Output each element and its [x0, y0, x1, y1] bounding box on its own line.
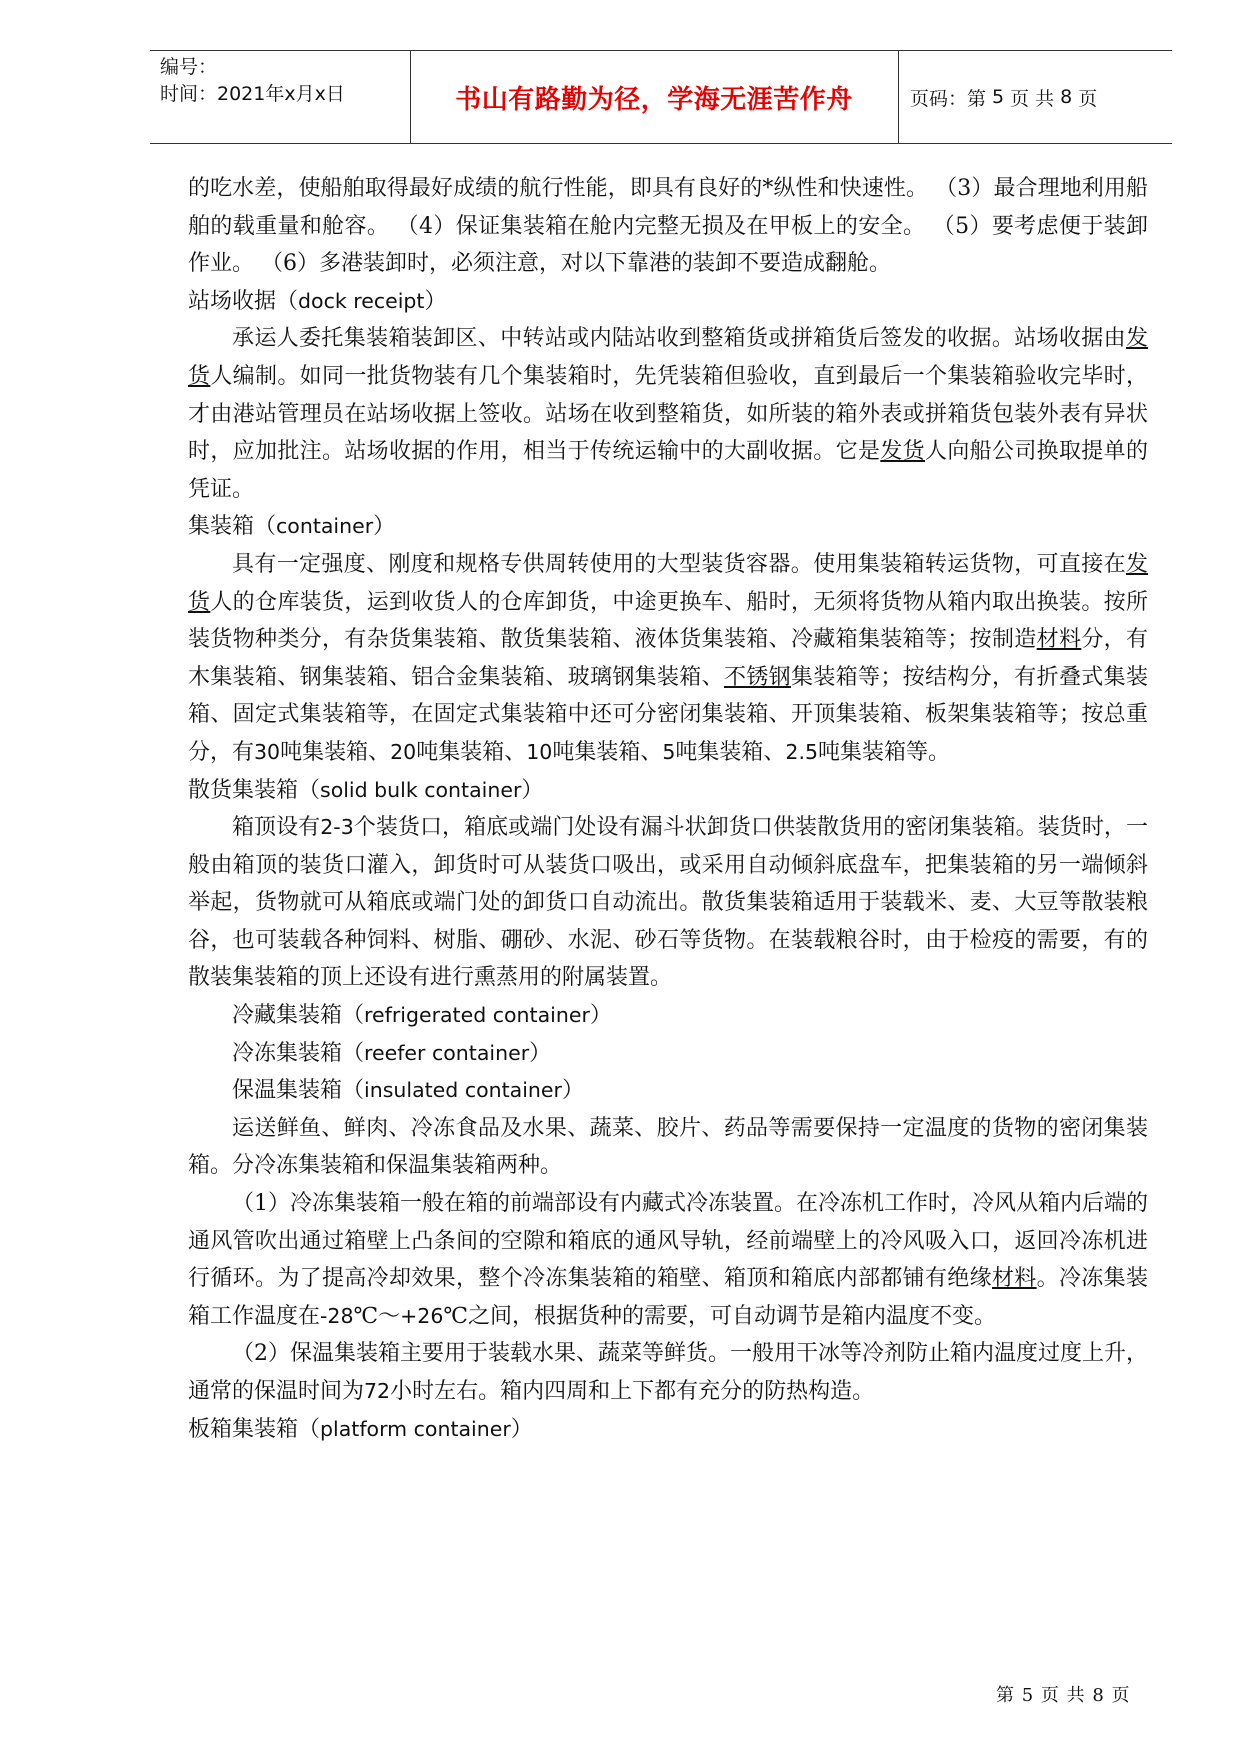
- paragraph-temperature-containers: 运送鲜鱼、鲜肉、冷冻食品及水果、蔬菜、胶片、药品等需要保持一定温度的货物的密闭集装箱。分冷冻集装箱和保温集装箱两种。: [188, 1115, 1148, 1179]
- page-label: 页码：第: [910, 87, 987, 110]
- page-footer: 第 5 页 共 8 页: [996, 1685, 1131, 1706]
- link-cailiao[interactable]: 材料: [1036, 627, 1082, 653]
- page-number: 5: [992, 86, 1005, 108]
- link-cailiao[interactable]: 材料: [991, 1266, 1037, 1292]
- header-meta: [160, 54, 400, 108]
- paragraph-dock-receipt: 承运人委托集装箱装卸区、中转站或内陆站收到整箱货或拼箱货后签发的收据。站场收据由发货人编制。如同一批货物装有几个集装箱时，先凭装箱但验收，直到最后一个集装箱验收完毕时，才由港站管理员在站场收据上签收。站场在收到整箱货，如所装的箱外表或拼箱货包装外表有异状时，应加批注。站场收据的作用，相当于传统运输中的大副收据。它是发货人向船公司换取提单的凭证。: [188, 326, 1148, 502]
- page-end: 页: [1078, 87, 1098, 110]
- link-buxiugang[interactable]: 不锈钢: [723, 664, 791, 690]
- link-fahuo[interactable]: 发货: [188, 551, 1148, 615]
- term-heading-solid-bulk: 散货集装箱（solid bulk container）: [188, 777, 544, 803]
- page-total: 8: [1060, 86, 1073, 108]
- term-heading-dock-receipt: 站场收据（dock receipt）: [188, 288, 447, 314]
- term-heading-platform: 板箱集装箱（platform container）: [188, 1416, 533, 1442]
- link-fahuo[interactable]: 发货: [880, 439, 925, 465]
- time-text: 时间：2021年x月x日: [160, 83, 345, 105]
- serial-label: 编号：: [160, 56, 218, 78]
- link-fahuo[interactable]: 发货: [188, 326, 1148, 389]
- header-motto-cell: [410, 50, 898, 144]
- document-body: [188, 170, 1148, 1448]
- paragraph-insulated-detail: （2）保温集装箱主要用于装载水果、蔬菜等鲜货。一般用干冰等冷剂防止箱内温度过度上升，通常的保温时间为72小时左右。箱内四周和上下都有充分的防热构造。: [188, 1341, 1149, 1404]
- paragraph-solid-bulk: 箱顶设有2-3个装货口，箱底或端门处设有漏斗状卸货口供装散货用的密闭集装箱。装货时，一般由箱顶的装货口灌入，卸货时可从装货口吸出，或采用自动倾斜底盘车，把集装箱的另一端倾斜举起，货物就可从箱底或端门处的卸货口自动流出。散货集装箱适用于装载米、麦、大豆等散装粮谷，也可装载各种饲料、树脂、硼砂、水泥、砂石等货物。在装载粮谷时，由于检疫的需要，有的散装集装箱的顶上还设有进行熏蒸用的附属装置。: [188, 815, 1148, 991]
- term-heading-reefer: 冷冻集装箱（reefer container）: [232, 1040, 552, 1066]
- paragraph-loading-principles: 的吃水差，使船舶取得最好成绩的航行性能，即具有良好的*纵性和快速性。 （3）最合理地利用船舶的载重量和舱容。 （4）保证集装箱在舱内完整无损及在甲板上的安全。 （5）要考虑便于装卸作业。 （6）多港装卸时，必须注意，对以下靠港的装卸不要造成翻舱。: [188, 176, 1148, 277]
- term-heading-container: 集装箱（container）: [188, 514, 396, 540]
- term-heading-insulated: 保温集装箱（insulated container）: [232, 1078, 584, 1104]
- header-page-indicator: [910, 50, 1170, 144]
- paragraph-reefer-detail: （1）冷冻集装箱一般在箱的前端部设有内藏式冷冻装置。在冷冻机工作时，冷风从箱内后端的通风管吹出通过箱壁上凸条间的空隙和箱底的通风导轨，经前端壁上的冷风吸入口，返回冷冻机进行循环。为了提高冷却效果，整个冷冻集装箱的箱壁、箱顶和箱底内部都铺有绝缘材料。冷冻集装箱工作温度在-28℃～+26℃之间，根据货种的需要，可自动调节是箱内温度不变。: [188, 1191, 1149, 1329]
- header-divider-right: [898, 50, 899, 144]
- header-motto: 书山有路勤为径，学海无涯苦作舟: [455, 84, 853, 115]
- paragraph-container: 具有一定强度、刚度和规格专供周转使用的大型装货容器。使用集装箱转运货物，可直接在发货人的仓库装货，运到收货人的仓库卸货，中途更换车、船时，无须将货物从箱内取出换装。按所装货物种类分，有杂货集装箱、散货集装箱、液体货集装箱、冷藏箱集装箱等；按制造材料分，有木集装箱、钢集装箱、铝合金集装箱、玻璃钢集装箱、不锈钢集装箱等；按结构分，有折叠式集装箱、固定式集装箱等，在固定式集装箱中还可分密闭集装箱、开顶集装箱、板架集装箱等；按总重分，有30吨集装箱、20吨集装箱、10吨集装箱、5吨集装箱、2.5吨集装箱等。: [188, 551, 1148, 765]
- term-heading-refrigerated: 冷藏集装箱（refrigerated container）: [232, 1003, 612, 1029]
- page-header: [150, 50, 1172, 144]
- page-mid: 页 共: [1010, 87, 1055, 110]
